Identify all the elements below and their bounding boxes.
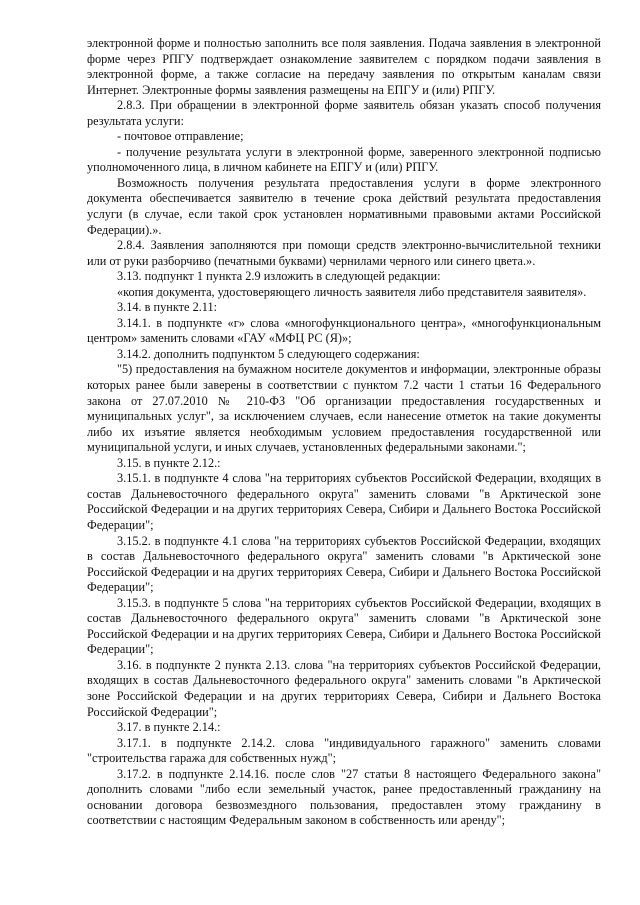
document-page xyxy=(87,36,601,829)
paragraph-3-13: 3.13. подпункт 1 пункта 2.9 изложить в следующей редакции: xyxy=(117,269,441,284)
paragraph-3-15-1: 3.15.1. в подпункте 4 слова "на территориях субъектов Российской Федерации, входящих в состав Дальневосточного федерального округа" заменить словами "в Арктической зоне Российской Федерации и на других территориях Севера, Сибири и Дальнего Востока Российской Федерации"; xyxy=(87,471,601,532)
paragraph-3-17-2: 3.17.2. в подпункте 2.14.16. после слов "27 статьи 8 настоящего Федерального закона" дополнить словами "либо если земельный участок, ранее предоставленный гражданину на основании договора безвозмездного пользования, предоставлен этому гражданину в соответствии с настоящим Федеральным законом в собственность или аренду"; xyxy=(87,766,601,828)
paragraph-2-8-3: 2.8.3. При обращении в электронной форме заявитель обязан указать способ получения результата услуги: xyxy=(87,98,601,128)
paragraph-3-15-2: 3.15.2. в подпункте 4.1 слова "на территориях субъектов Российской Федерации, входящих в состав Дальневосточного федерального округа" заменить словами "в Арктической зоне Российской Федерации и на других территориях Севера, Сибири и Дальнего Востока Российской Федерации"; xyxy=(87,533,601,595)
paragraph-2-8-4: 2.8.4. Заявления заполняются при помощи средств электронно-вычислительной техники или от руки разборчиво (печатными буквами) чернилами черного или синего цвета.». xyxy=(87,238,601,268)
paragraph-mail-option: - почтовое отправление; xyxy=(117,129,244,144)
paragraph-3-16: 3.16. в подпункте 2 пункта 2.13. слова "на территориях субъектов Российской Федерации, входящих в состав Дальневосточного федерального округа" заменить словами "в Арктической зоне Российской Федерации и на других территориях Севера, Сибири и Дальнего Востока Российской Федерации"; xyxy=(87,657,601,719)
paragraph-3-15: 3.15. в пункте 2.12.: xyxy=(117,455,221,470)
paragraph-3-14: 3.14. в пункте 2.11: xyxy=(117,300,218,315)
paragraph-3-14-2: 3.14.2. дополнить подпунктом 5 следующего содержания: xyxy=(117,346,420,361)
paragraph-electronic-document: Возможность получения результата предоставления услуги в форме электронного документа обеспечивается заявителю в течение срока действий результата предоставления услуги (в случае, если такой срок установлен нормативными правовыми актами Российской Федерации).». xyxy=(87,175,601,237)
paragraph-epgu-forms: электронной форме и полностью заполнить все поля заявления. Подача заявления в электронной форме через РПГУ подтверждает ознакомление заявителем с порядком подачи заявления в электронной форме, а также согласие на передачу заявления по открытым каналам связи Интернет. Электронные формы заявления размещены на ЕПГУ и (или) РПГУ. xyxy=(87,36,601,97)
paragraph-3-14-1: 3.14.1. в подпункте «г» слова «многофункционального центра», «многофункциональным центром» заменить словами «ГАУ «МФЦ РС (Я)»; xyxy=(87,315,601,346)
paragraph-electronic-option: - получение результата услуги в электронной форме, заверенного электронной подписью уполномоченного лица, в личном кабинете на ЕПГУ и (или) РПГУ. xyxy=(87,144,601,175)
paragraph-3-17-1: 3.17.1. в подпункте 2.14.2. слова "индивидуального гаражного" заменить словами "строительства гаража для собственных нужд"; xyxy=(87,735,601,766)
paragraph-3-17: 3.17. в пункте 2.14.: xyxy=(117,720,221,735)
paragraph-3-15-3: 3.15.3. в подпункте 5 слова "на территориях субъектов Российской Федерации, входящих в состав Дальневосточного федерального округа" заменить словами "в Арктической зоне Российской Федерации и на других территориях Севера, Сибири и Дальнего Востока Российской Федерации"; xyxy=(87,595,601,657)
paragraph-identity-copy: «копия документа, удостоверяющего личность заявителя либо представителя заявителя». xyxy=(117,284,587,299)
paragraph-subitem-5: "5) предоставления на бумажном носителе документов и информации, электронные образы которых ранее были заверены в соответствии с пунктом 7.2 части 1 статьи 16 Федерального закона от 27.07.2010 № 210-ФЗ "Об организации предоставления государственных и муниципальных услуг", за исключением случаев, если нанесение отметок на такие документы либо их изъятие является необходимым условием предоставления государственной или муниципальной услуги, и иных случаев, установленных федеральными законами."; xyxy=(87,362,601,455)
